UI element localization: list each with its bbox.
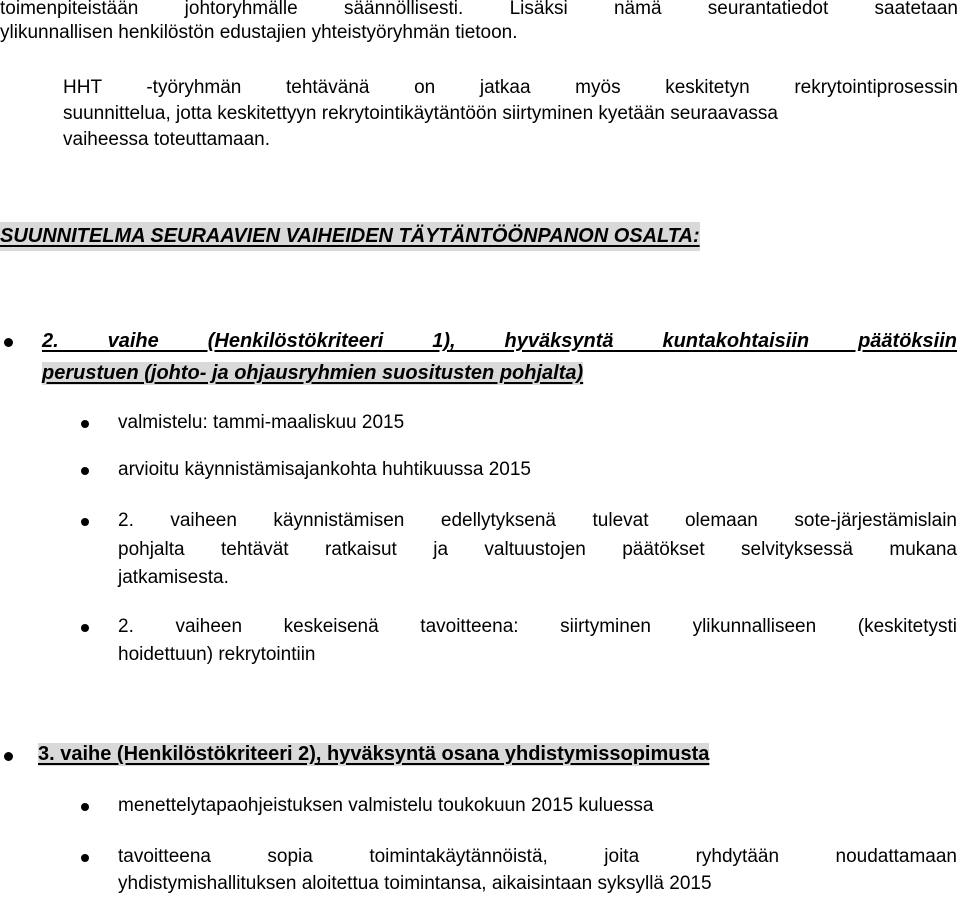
phase2-item-3-line-3: jatkamisesta. bbox=[118, 567, 229, 588]
phase3-item-1-bullet-icon bbox=[81, 803, 89, 811]
phase2-title-line-1: 2. vaihe (Henkilöstökriteeri 1), hyväksyntä kuntakohtaisiin päätöksiin bbox=[42, 330, 957, 352]
phase2-item-3-line-2: pohjalta tehtävät ratkaisut ja valtuustojen päätökset selvityksessä mukana bbox=[118, 539, 957, 560]
phase2-item-4-bullet-icon bbox=[81, 624, 89, 632]
intro-line-1: toimenpiteistään johtoryhmälle säännöllisesti. Lisäksi nämä seurantatiedot saatetaan bbox=[0, 0, 958, 19]
phase3-bullet-icon bbox=[4, 752, 13, 761]
hht-line-3: vaiheessa toteuttamaan. bbox=[63, 129, 271, 150]
phase3-item-2-bullet-icon bbox=[81, 854, 89, 862]
phase2-bullet-icon bbox=[4, 338, 13, 347]
hht-line-2: suunnittelua, jotta keskitettyyn rekrytointikäytäntöön siirtyminen kyetään seuraavassa bbox=[63, 103, 778, 124]
phase2-item-3-bullet-icon bbox=[81, 518, 89, 526]
phase3-title: 3. vaihe (Henkilöstökriteeri 2), hyväksyntä osana yhdistymissopimusta bbox=[38, 743, 710, 765]
phase3-item-2-line-2: yhdistymishallituksen aloitettua toimintansa, aikaisintaan syksyllä 2015 bbox=[118, 873, 712, 894]
phase3-item-2-line-1: tavoitteena sopia toimintakäytännöistä, joita ryhdytään noudattamaan bbox=[118, 846, 957, 867]
phase2-item-1: valmistelu: tammi-maaliskuu 2015 bbox=[118, 412, 405, 433]
phase2-item-3-line-1: 2. vaiheen käynnistämisen edellytyksenä tulevat olemaan sote-järjestämislain bbox=[118, 510, 957, 531]
phase2-title-line-2: perustuen (johto- ja ohjausryhmien suositusten pohjalta) bbox=[42, 362, 584, 384]
section-heading: SUUNNITELMA SEURAAVIEN VAIHEIDEN TÄYTÄNTÖÖNPANON OSALTA: bbox=[0, 222, 700, 250]
phase2-item-4-line-1: 2. vaiheen keskeisenä tavoitteena: siirtyminen ylikunnalliseen (keskitetysti bbox=[118, 616, 957, 637]
phase2-item-4-line-2: hoidettuun) rekrytointiin bbox=[118, 644, 316, 665]
phase2-item-2: arvioitu käynnistämisajankohta huhtikuussa 2015 bbox=[118, 459, 531, 480]
phase2-item-2-bullet-icon bbox=[81, 467, 89, 475]
hht-line-1: HHT -työryhmän tehtävänä on jatkaa myös keskitetyn rekrytointiprosessin bbox=[63, 77, 958, 98]
intro-line-2: ylikunnallisen henkilöstön edustajien yhteistyöryhmän tietoon. bbox=[0, 22, 518, 43]
phase2-item-1-bullet-icon bbox=[81, 420, 89, 428]
phase3-item-1: menettelytapaohjeistuksen valmistelu toukokuun 2015 kuluessa bbox=[118, 795, 654, 816]
